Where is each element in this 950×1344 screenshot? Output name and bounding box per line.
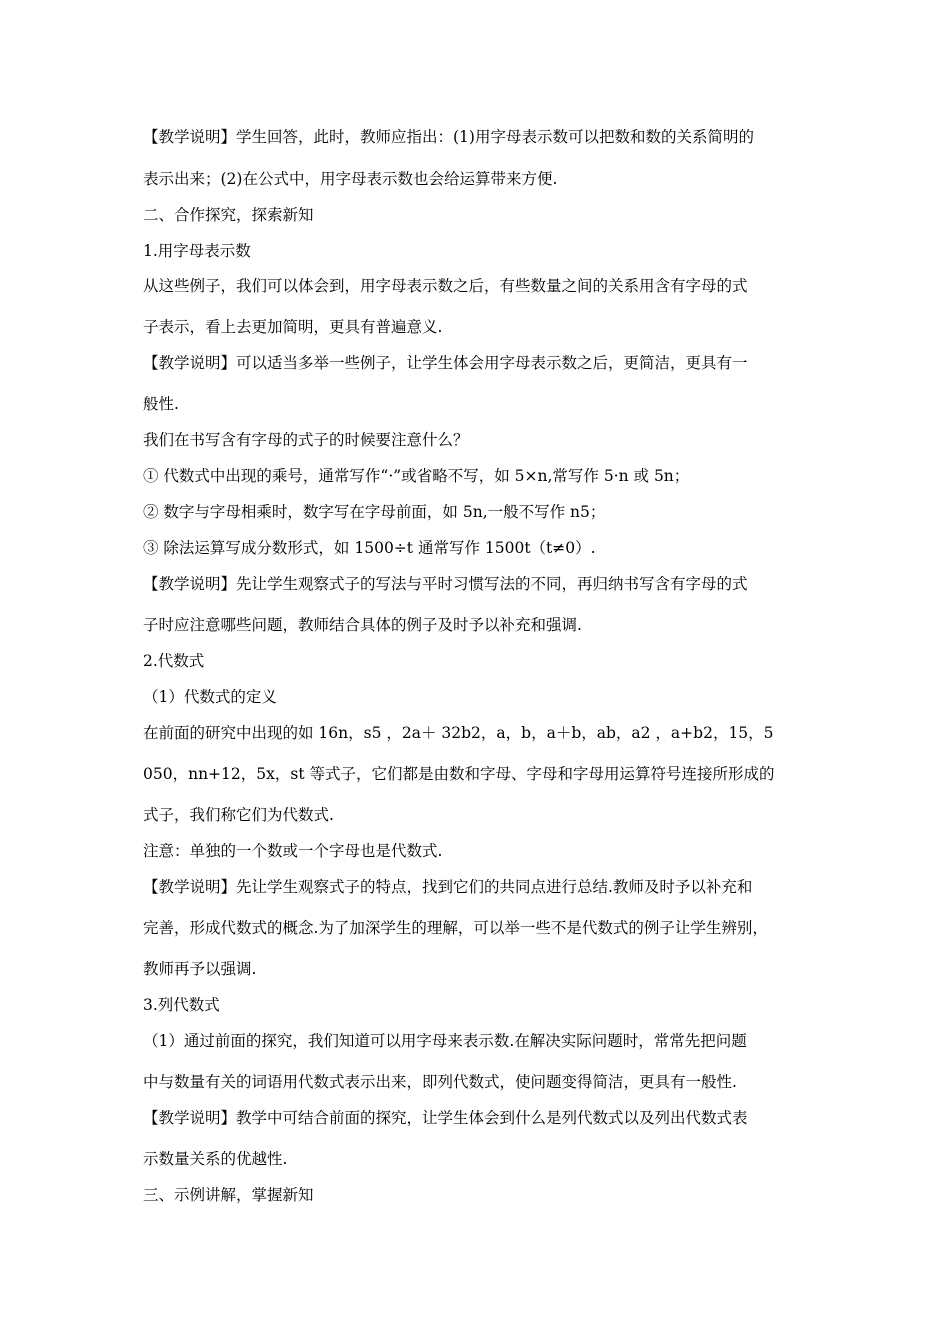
paragraph-line: 在前面的研究中出现的如 16n，s5 ，2a＋ 32b2，a，b，a＋b，ab，a2 ，a+b2，15，5 [143,724,774,742]
paragraph-line: 【教学说明】先让学生观察式子的写法与平时习惯写法的不同，再归纳书写含有字母的式 [143,575,748,593]
section-heading: 三、示例讲解，掌握新知 [143,1186,314,1204]
paragraph-line: 050，nn+12，5x，st 等式子，它们都是由数和字母、字母和字母用运算符号连接所形成的 [143,765,775,783]
paragraph-line: 【教学说明】教学中可结合前面的探究，让学生体会到什么是列代数式以及列出代数式表 [143,1109,748,1127]
paragraph-line: 式子，我们称它们为代数式. [143,806,334,824]
paragraph-line: 般性. [143,395,179,413]
paragraph-line: 完善，形成代数式的概念.为了加深学生的理解，可以举一些不是代数式的例子让学生辨别， [143,919,768,937]
subsection-heading: （1）代数式的定义 [143,688,277,706]
list-item: ① 代数式中出现的乘号，通常写作“·”或省略不写，如 5×n,常写作 5·n 或 5n； [143,467,690,485]
paragraph-line: 中与数量有关的词语用代数式表示出来，即列代数式，使问题变得简洁，更具有一般性. [143,1073,737,1091]
paragraph-line: 子时应注意哪些问题，教师结合具体的例子及时予以补充和强调. [143,616,582,634]
paragraph-line: 从这些例子，我们可以体会到，用字母表示数之后，有些数量之间的关系用含有字母的式 [143,277,748,295]
list-item: ② 数字与字母相乘时，数字写在字母前面，如 5n,一般不写作 n5； [143,503,606,521]
paragraph-line: 我们在书写含有字母的式子的时候要注意什么？ [143,431,469,449]
paragraph-line: 教师再予以强调. [143,960,257,978]
paragraph-line: 【教学说明】先让学生观察式子的特点，找到它们的共同点进行总结.教师及时予以补充和 [143,878,753,896]
list-item: ③ 除法运算写成分数形式，如 1500÷t 通常写作 1500t（t≠0）. [143,539,596,557]
paragraph-line: 【教学说明】学生回答，此时，教师应指出：(1)用字母表示数可以把数和数的关系简明的 [143,128,754,146]
paragraph-line: 表示出来；(2)在公式中，用字母表示数也会给运算带来方便. [143,170,558,188]
section-heading: 二、合作探究，探索新知 [143,206,314,224]
subsection-heading: 1.用字母表示数 [143,242,251,260]
paragraph-line: 子表示，看上去更加简明，更具有普遍意义. [143,318,443,336]
subsection-heading: 3.列代数式 [143,996,220,1014]
paragraph-line: （1）通过前面的探究，我们知道可以用字母来表示数.在解决实际问题时，常常先把问题 [143,1032,747,1050]
paragraph-line: 示数量关系的优越性. [143,1150,288,1168]
subsection-heading: 2.代数式 [143,652,205,670]
paragraph-line: 【教学说明】可以适当多举一些例子，让学生体会用字母表示数之后，更简洁，更具有一 [143,354,748,372]
paragraph-line: 注意：单独的一个数或一个字母也是代数式. [143,842,443,860]
